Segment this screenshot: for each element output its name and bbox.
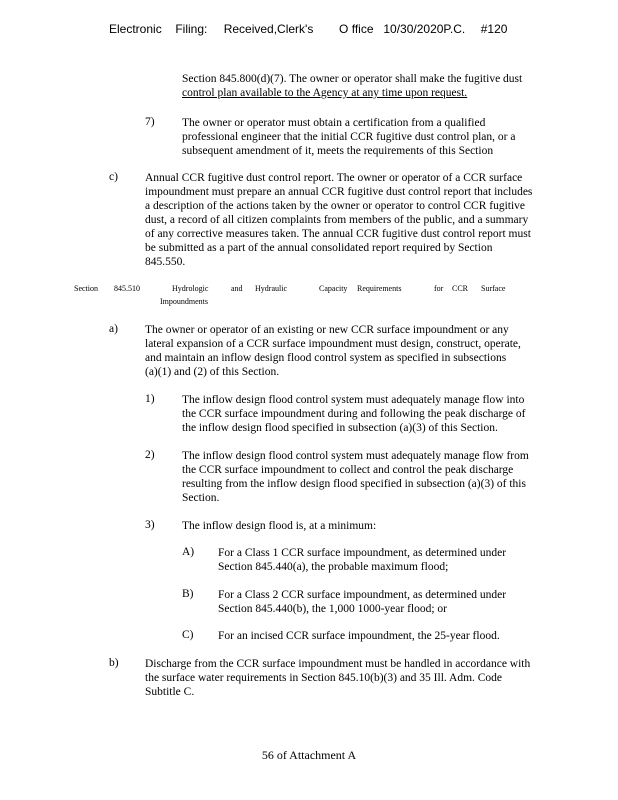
header-electronic: Electronic [109, 22, 162, 36]
text-line: The inflow design flood control system must adequately manage flow from [182, 450, 529, 462]
text-line: resulting from the inflow design flood specified in subsection (a)(3) of this [182, 478, 526, 490]
heading-hydrologic: Hydrologic [172, 284, 209, 293]
text-line: be submitted as a part of the annual consolidated report required by Section [145, 242, 493, 254]
text-line: Discharge from the CCR surface impoundment must be handled in accordance with [145, 658, 531, 670]
text-line: the CCR surface impoundment during and following the peak discharge of [182, 408, 526, 420]
heading-for: for [434, 284, 444, 293]
item-label-A: A) [182, 546, 195, 558]
header-date: 10/30/2020P.C. [383, 22, 466, 36]
filing-header [109, 22, 507, 36]
text-line: Section 845.800(d)(7). The owner or operator shall make the fugitive dust [182, 73, 523, 85]
item-label-a3: 3) [145, 519, 155, 531]
text-line: The inflow design flood is, at a minimum: [182, 520, 377, 532]
item-7-text [182, 116, 515, 158]
text-line: and maintain an inflow design flood control system as specified in subsections [145, 352, 507, 364]
header-filing: Filing: [175, 22, 208, 36]
text-line: dust, a record of all citizen complaints from members of the public, and a summary [145, 214, 529, 226]
item-label-a: a) [109, 323, 118, 335]
text-line: professional engineer that the initial CCR fugitive dust control plan, or a [182, 131, 516, 143]
item-label-b: b) [109, 657, 119, 669]
item-a1-text [182, 393, 525, 435]
text-line: the surface water requirements in Section 845.10(b)(3) and 35 Ill. Adm. Code [145, 672, 503, 684]
heading-ccr: CCR [452, 284, 469, 293]
item-a-text [145, 323, 521, 379]
heading-surface: Surface [481, 284, 506, 293]
text-line: a description of the actions taken by the owner or operator to control CCR fugitive [145, 200, 526, 212]
text-line: Section. [182, 492, 220, 504]
text-line: For a Class 2 CCR surface impoundment, as determined under [218, 589, 507, 601]
text-line: control plan available to the Agency at any time upon request. [182, 87, 468, 99]
text-line: For an incised CCR surface impoundment, the 25-year flood. [218, 630, 500, 642]
text-line: Annual CCR fugitive dust control report. The owner or operator of a CCR surface [145, 172, 523, 184]
header-received: Received,Clerk's [223, 22, 314, 36]
text-line: 845.550. [145, 256, 186, 268]
text-line: The owner or operator must obtain a certification from a qualified [182, 117, 486, 129]
text-line: lateral expansion of a CCR surface impoundment must design, construct, operate, [145, 338, 521, 350]
section-number: 845.510 [114, 284, 140, 293]
text-line: subsequent amendment of it, meets the requirements of this Section [182, 145, 494, 157]
item-a2-text [182, 449, 529, 505]
item-c-text [145, 171, 532, 269]
item-C-text [218, 629, 500, 643]
item-label-C: C) [182, 629, 194, 641]
item-label-B: B) [182, 588, 194, 600]
text-line: For a Class 1 CCR surface impoundment, as determined under [218, 547, 507, 559]
text-line: of any corrective measures taken. The annual CCR fugitive dust control report must [145, 228, 531, 240]
text-line: (a)(1) and (2) of this Section. [145, 366, 280, 378]
item-label-c: c) [109, 171, 118, 183]
heading-impoundments: Impoundments [160, 297, 208, 306]
item-label-7: 7) [145, 116, 155, 128]
page-footer: 56 of Attachment A [261, 748, 357, 762]
paragraph-top [182, 72, 522, 100]
item-label-a1: 1) [145, 393, 155, 405]
item-A-text [218, 546, 506, 574]
text-line: Subtitle C. [145, 686, 195, 698]
text-line: the inflow design flood specified in subsection (a)(3) of this Section. [182, 422, 498, 434]
item-label-a2: 2) [145, 449, 155, 461]
text-line: The owner or operator of an existing or new CCR surface impoundment or any [145, 324, 509, 336]
text-line: impoundment must prepare an annual CCR fugitive dust control report that includes [145, 186, 533, 198]
heading-requirements: Requirements [357, 284, 402, 293]
heading-and: and [231, 284, 243, 293]
heading-capacity: Capacity [319, 284, 348, 293]
item-B-text [218, 588, 506, 616]
section-word: Section [74, 284, 98, 293]
text-line: the CCR surface impoundment to collect and control the peak discharge [182, 464, 514, 476]
text-line: The inflow design flood control system must adequately manage flow into [182, 394, 525, 406]
heading-hydraulic: Hydraulic [255, 284, 287, 293]
header-number: #120 [480, 22, 508, 36]
item-b-text [145, 657, 530, 699]
text-line: Section 845.440(a), the probable maximum flood; [218, 561, 449, 573]
header-office: O ffice [339, 22, 374, 36]
text-line: Section 845.440(b), the 1,000 1000-year flood; or [218, 603, 447, 615]
item-a3-text [182, 519, 376, 533]
